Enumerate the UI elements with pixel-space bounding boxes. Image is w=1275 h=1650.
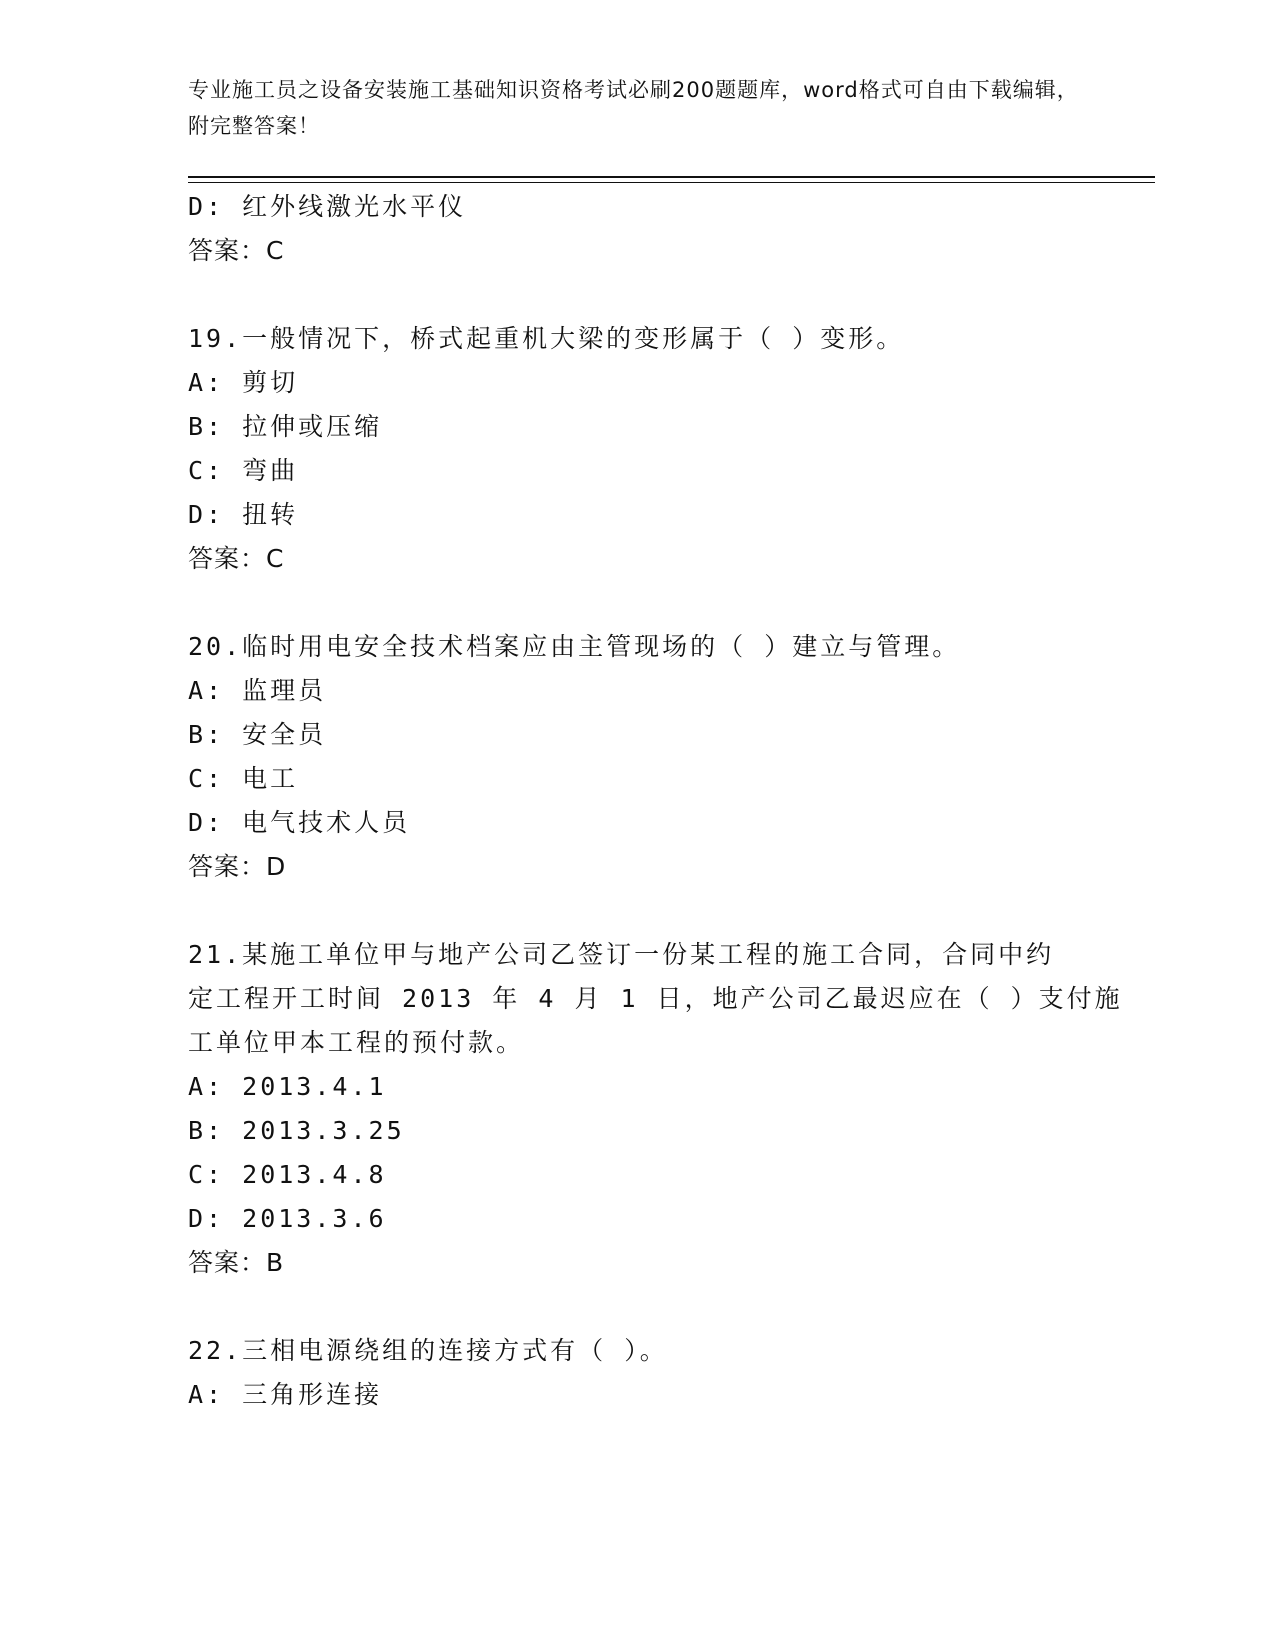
prev-option-d: D: 红外线激光水平仪 [188,192,467,221]
q21-option-b: B: 2013.3.25 [188,1116,405,1145]
q21-option-c: C: 2013.4.8 [188,1160,387,1189]
header-divider-thin [188,182,1155,183]
q20-option-b: B: 安全员 [188,720,327,749]
q19-option-c: C: 弯曲 [188,456,299,485]
q19-answer: 答案：C [188,544,285,573]
document-header-title: 专业施工员之设备安装施工基础知识资格考试必刷200题题库，word格式可自由下载编辑，附完整答案！ [188,78,1079,138]
q21-stem-line2: 定工程开工时间 2013 年 4 月 1 日，地产公司乙最迟应在（ ）支付施 [188,984,1123,1013]
header-divider-thick [188,176,1155,178]
q21-option-a: A: 2013.4.1 [188,1072,387,1101]
q22-stem: 22.三相电源绕组的连接方式有（ ）。 [188,1336,668,1365]
q19-option-a: A: 剪切 [188,368,299,397]
q21-answer: 答案：B [188,1248,285,1277]
q20-answer: 答案：D [188,852,287,881]
q21-stem-line3: 工单位甲本工程的预付款。 [188,1028,525,1057]
q19-option-b: B: 拉伸或压缩 [188,412,383,441]
q20-option-d: D: 电气技术人员 [188,808,411,837]
q21-option-d: D: 2013.3.6 [188,1204,387,1233]
q19-option-d: D: 扭转 [188,500,299,529]
q21-stem-line1: 21.某施工单位甲与地产公司乙签订一份某工程的施工合同，合同中约 [188,940,1055,969]
q22-option-a: A: 三角形连接 [188,1380,383,1409]
q20-option-c: C: 电工 [188,764,299,793]
q19-stem: 19.一般情况下，桥式起重机大梁的变形属于（ ）变形。 [188,324,905,353]
prev-answer: 答案：C [188,236,285,265]
q20-option-a: A: 监理员 [188,676,327,705]
q20-stem: 20.临时用电安全技术档案应由主管现场的（ ）建立与管理。 [188,632,961,661]
